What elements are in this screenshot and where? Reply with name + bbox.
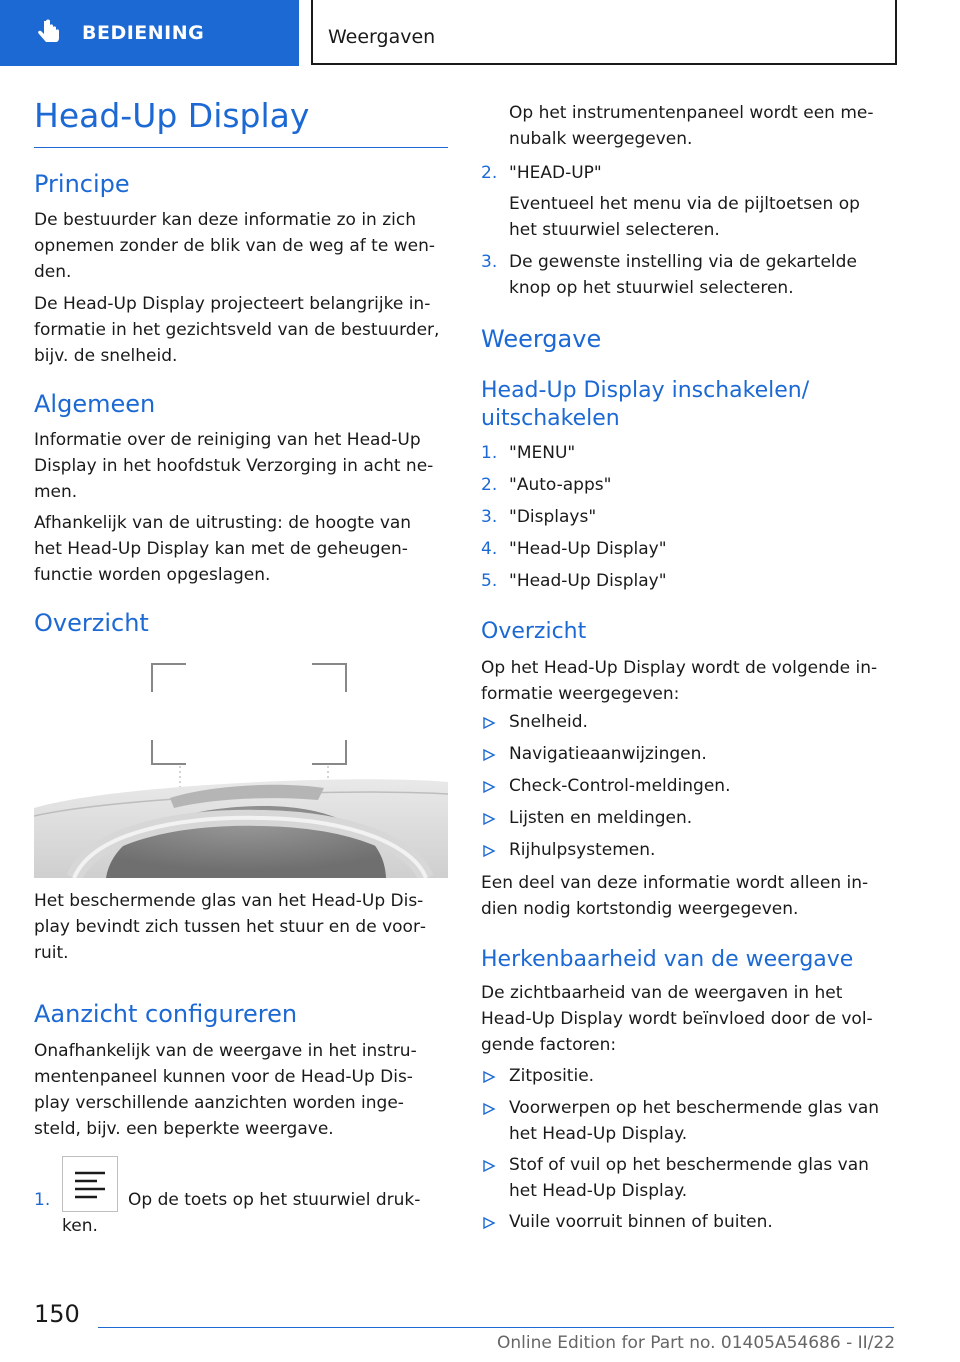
step-text: "Auto-apps" <box>509 475 612 495</box>
list-item: Lijsten en meldingen. <box>509 808 693 828</box>
text-line: Display in het hoofdstuk Verzorging in acht ne‐ <box>34 456 434 476</box>
hand-pointer-icon <box>34 18 64 48</box>
text-line: nubalk weergegeven. <box>509 129 693 149</box>
step-text: Op de toets op het stuurwiel druk‐ <box>128 1190 421 1210</box>
edition-note: Online Edition for Part no. 01405A54686 - II/22 <box>497 1333 896 1353</box>
step-text: "Head-Up Display" <box>509 571 667 591</box>
bullet-triangle-icon <box>482 1102 496 1116</box>
text-line: Het beschermende glas van het Head-Up Dis‐ <box>34 891 424 911</box>
text-line: men. <box>34 482 78 502</box>
step-number: 5. <box>481 571 498 591</box>
bullet-triangle-icon <box>482 716 496 730</box>
step-number: 4. <box>481 539 498 559</box>
text-line: Op het instrumentenpaneel wordt een me‐ <box>509 103 874 123</box>
text-line: het Head-Up Display. <box>509 1124 688 1144</box>
step-continuation <box>509 100 874 152</box>
text-line: Op het Head-Up Display wordt de volgende in‐ <box>481 658 878 678</box>
section-tab <box>0 0 299 66</box>
text-line: het Head-Up Display. <box>509 1181 688 1201</box>
text-line: ruit. <box>34 943 69 963</box>
text-line: steld, bijv. een beperkte weergave. <box>34 1119 334 1139</box>
list-item <box>509 1095 879 1147</box>
aanzicht-heading: Aanzicht configureren <box>34 1000 298 1028</box>
step-number: 1. <box>34 1190 51 1210</box>
overzicht-caption <box>34 888 426 966</box>
page-number: 150 <box>34 1300 80 1328</box>
text-line: play verschillende aanzichten worden inge‐ <box>34 1093 404 1113</box>
dashboard-drawing <box>34 656 448 878</box>
list-item <box>509 1152 869 1204</box>
list-item: Vuile voorruit binnen of buiten. <box>509 1212 773 1232</box>
hud-illustration <box>34 656 448 878</box>
step-number: 2. <box>481 475 498 495</box>
list-item: Rijhulpsystemen. <box>509 840 656 860</box>
overzicht-intro <box>481 655 877 707</box>
text-line: De zichtbaarheid van de weergaven in het <box>481 983 843 1003</box>
bullet-triangle-icon <box>482 780 496 794</box>
principe-paragraph-1 <box>34 207 435 285</box>
list-item: Snelheid. <box>509 712 588 732</box>
bullet-triangle-icon <box>482 1216 496 1230</box>
section-title: BEDIENING <box>82 22 205 44</box>
text-line: bijv. de snelheid. <box>34 346 178 366</box>
algemeen-heading: Algemeen <box>34 390 156 418</box>
text-line: functie worden opgeslagen. <box>34 565 271 585</box>
step-text <box>509 191 860 243</box>
text-line: Head-Up Display inschakelen/ <box>481 378 810 403</box>
text-line: Informatie over de reiniging van het Head-Up <box>34 430 421 450</box>
text-line: mentenpaneel kunnen voor de Head-Up Dis‐ <box>34 1067 413 1087</box>
bullet-triangle-icon <box>482 844 496 858</box>
bullet-triangle-icon <box>482 1070 496 1084</box>
text-line: Voorwerpen op het beschermende glas van <box>509 1098 880 1118</box>
text-line: het stuurwiel selecteren. <box>509 220 720 240</box>
overzicht-heading: Overzicht <box>34 609 149 637</box>
text-line: het Head-Up Display kan met de geheugen‐ <box>34 539 408 559</box>
principe-paragraph-2 <box>34 291 439 369</box>
menu-lines-icon <box>63 1157 117 1211</box>
text-line: knop op het stuurwiel selecteren. <box>509 278 794 298</box>
text-line: Afhankelijk van de uitrusting: de hoogte van <box>34 513 412 533</box>
text-line: uitschakelen <box>481 406 620 431</box>
weergave-heading: Weergave <box>481 325 602 353</box>
overzicht-subheading: Overzicht <box>481 619 587 644</box>
step-text: "Head-Up Display" <box>509 539 667 559</box>
algemeen-paragraph-1 <box>34 427 433 505</box>
text-line: formatie in het gezichtsveld van de bestuurder, <box>34 320 440 340</box>
step-text: "HEAD-UP" <box>509 163 602 183</box>
list-item: Check-Control-meldingen. <box>509 776 731 796</box>
step-number: 3. <box>481 252 498 272</box>
chapter-title: Weergaven <box>328 26 436 48</box>
footer-rule <box>98 1327 894 1328</box>
step-number: 2. <box>481 163 498 183</box>
step-number: 3. <box>481 507 498 527</box>
bullet-triangle-icon <box>482 1159 496 1173</box>
step-text <box>509 249 857 301</box>
step-text: ken. <box>62 1216 98 1236</box>
text-line: dien nodig kortstondig weergegeven. <box>481 899 799 919</box>
text-line: De Head-Up Display projecteert belangrijke in‐ <box>34 294 431 314</box>
algemeen-paragraph-2 <box>34 510 411 588</box>
text-line: opnemen zonder de blik van de weg af te wen‐ <box>34 236 435 256</box>
list-item: Zitpositie. <box>509 1066 595 1086</box>
herkenbaarheid-heading: Herkenbaarheid van de weergave <box>481 947 854 972</box>
step-number: 1. <box>481 443 498 463</box>
menu-button-image <box>62 1156 118 1212</box>
step-text: "MENU" <box>509 443 576 463</box>
inschakelen-heading <box>481 377 809 433</box>
text-line: gende factoren: <box>481 1035 617 1055</box>
text-line: Onafhankelijk van de weergave in het instru‐ <box>34 1041 417 1061</box>
bullet-triangle-icon <box>482 748 496 762</box>
chapter-box <box>311 0 897 65</box>
herkenbaarheid-intro <box>481 980 873 1058</box>
text-line: De bestuurder kan deze informatie zo in zich <box>34 210 416 230</box>
bullet-triangle-icon <box>482 812 496 826</box>
aanzicht-paragraph <box>34 1038 417 1142</box>
page-title: Head-Up Display <box>34 96 448 148</box>
text-line: den. <box>34 262 72 282</box>
text-line: Eventueel het menu via de pijltoetsen op <box>509 194 860 214</box>
text-line: formatie weergegeven: <box>481 684 680 704</box>
text-line: De gewenste instelling via de gekartelde <box>509 252 857 272</box>
list-item: Navigatieaanwijzingen. <box>509 744 707 764</box>
text-line: play bevindt zich tussen het stuur en de voor‐ <box>34 917 427 937</box>
overzicht-note <box>481 870 868 922</box>
principe-heading: Principe <box>34 170 130 198</box>
text-line: Stof of vuil op het beschermende glas van <box>509 1155 869 1175</box>
step-text: "Displays" <box>509 507 597 527</box>
text-line: Een deel van deze informatie wordt alleen in‐ <box>481 873 869 893</box>
text-line: Head-Up Display wordt beïnvloed door de vol‐ <box>481 1009 873 1029</box>
